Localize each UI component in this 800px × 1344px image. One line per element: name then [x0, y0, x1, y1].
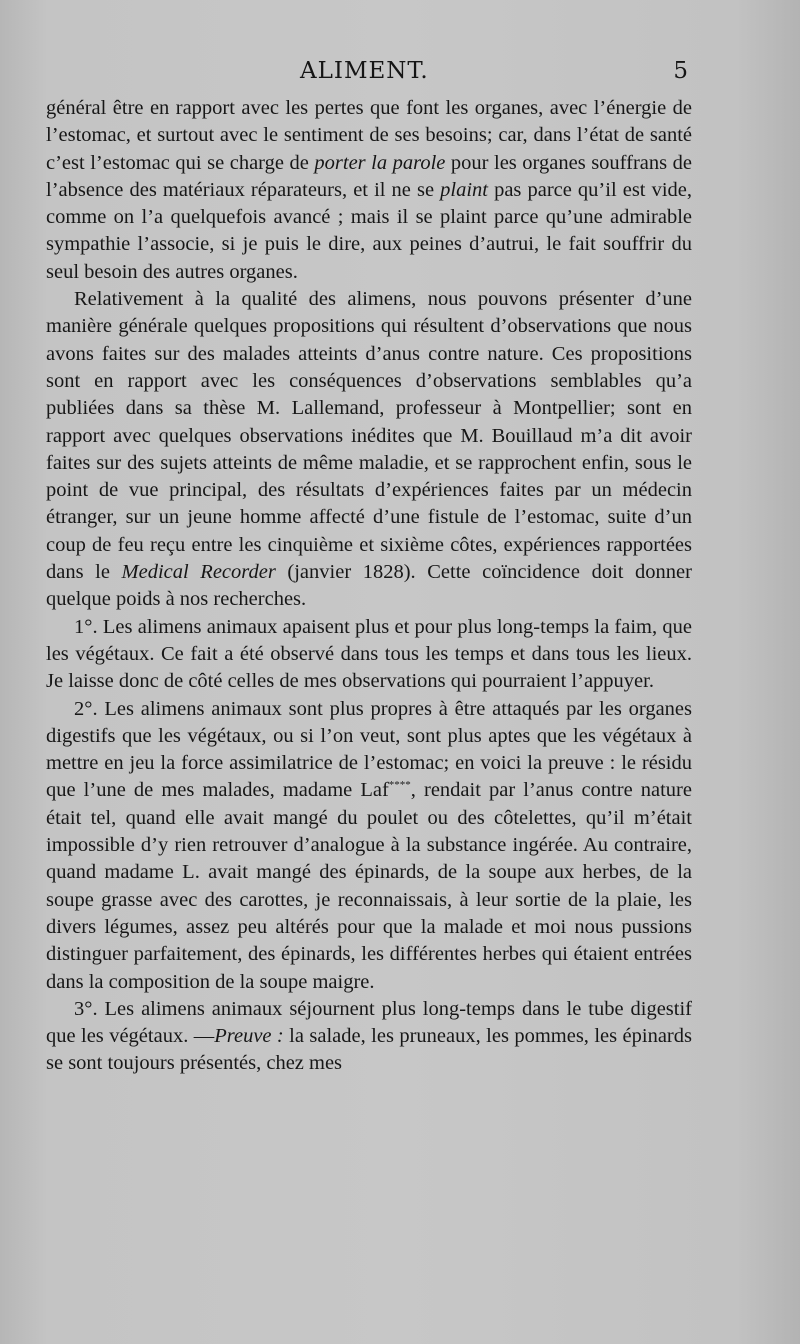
paragraph-4-superscript: ****: [388, 779, 411, 792]
body-text: [46, 95, 692, 1078]
paragraph-4-text-a: 2°. Les alimens animaux sont plus propres à être attaqués par les organes digestifs que les végétaux, ou si l’on veut, sont plus aptes que les végétaux à mettre en jeu la force assimilatrice de l’estomac; en voici la preuve : le résidu que l’une de mes malades, madame Laf: [46, 697, 692, 802]
running-title: ALIMENT.: [300, 58, 429, 84]
paragraph-2-text-a: Relativement à la qualité des alimens, nous pouvons présenter d’une manière générale quelques propositions qui résultent d’observations que nous avons faites sur des malades atteints d’anus contre nature. Ces propositions sont en rapport avec les conséquences d’observations semblables qu’a publiées dans sa thèse M. Lallemand, professeur à Montpellier; sont en rapport avec quelques observations inédites que M. Bouillaud m’a dit avoir faites sur des sujets atteints de même maladie, et se rapprochent enfin, sous le point de vue principal, des résultats d’expériences faites par un médecin étranger, sur un jeune homme affecté d’une fistule de l’estomac, suite d’un coup de feu reçu entre les cinquième et sixième côtes, expériences rapportées dans le: [46, 288, 692, 584]
paragraph-2-italic-a: Medical Recorder: [121, 561, 276, 584]
paragraph-5-text-a: 3°. Les alimens animaux séjournent plus long-temps dans le tube digestif que les végétaux. —: [46, 997, 692, 1048]
paragraph-1: [46, 95, 692, 286]
paragraph-1-text-b: pour les organes souffrans de l’absence des matériaux réparateurs, et il ne se: [46, 151, 692, 201]
paragraph-1-italic-a: porter la parole: [314, 151, 446, 174]
page-header: [46, 56, 692, 88]
paragraph-4: [46, 696, 692, 996]
paragraph-5-text-b: la salade, les pruneaux, les pommes, les épinards se sont toujours présentés, chez mes: [46, 1025, 692, 1075]
paragraph-2-text-b: (janvier 1828). Cette coïncidence doit donner quelque poids à nos recherches.: [46, 561, 692, 611]
paragraph-1-text-a: général être en rapport avec les pertes que font les organes, avec l’énergie de l’estomac, et surtout avec le sentiment de ses besoins; car, dans l’état de santé c’est l’estomac qui se charge de: [46, 97, 692, 174]
paragraph-5-italic-a: Preuve :: [214, 1025, 284, 1048]
paragraph-1-text-c: pas parce qu’il est vide, comme on l’a quelquefois avancé ; mais il se plaint parce qu’une admirable sympathie l’associe, si je puis le dire, aux peines d’autrui, le fait souffrir du seul besoin des autres organes.: [46, 178, 693, 283]
paragraph-1-italic-b: plaint: [440, 178, 488, 201]
paragraph-3: [46, 614, 692, 696]
paragraph-5: [46, 996, 692, 1078]
paragraph-3-text: 1°. Les alimens animaux apaisent plus et pour plus long-temps la faim, que les végétaux. Ce fait a été observé dans tous les temps et dans tous les lieux. Je laisse donc de côté celles de mes observations qui pourraient l’appuyer.: [46, 615, 692, 693]
page-number: 5: [673, 58, 688, 84]
paragraph-2: [46, 286, 692, 614]
paragraph-4-text-b: , rendait par l’anus contre nature était tel, quand elle avait mangé du poulet ou des côtelettes, qu’il m’était impossible d’y rien retrouver d’analogue à la substance ingérée. Au contraire, quand madame L. avait mangé des épinards, de la soupe aux herbes, de la soupe grasse avec des carottes, je reconnaissais, à leur sortie de la plaie, les divers légumes, assez peu altérés pour que la malade et moi nous pussions distinguer parfaitement, des épinards, les différentes herbes qui étaient entrées dans la composition de la soupe maigre.: [46, 779, 692, 993]
